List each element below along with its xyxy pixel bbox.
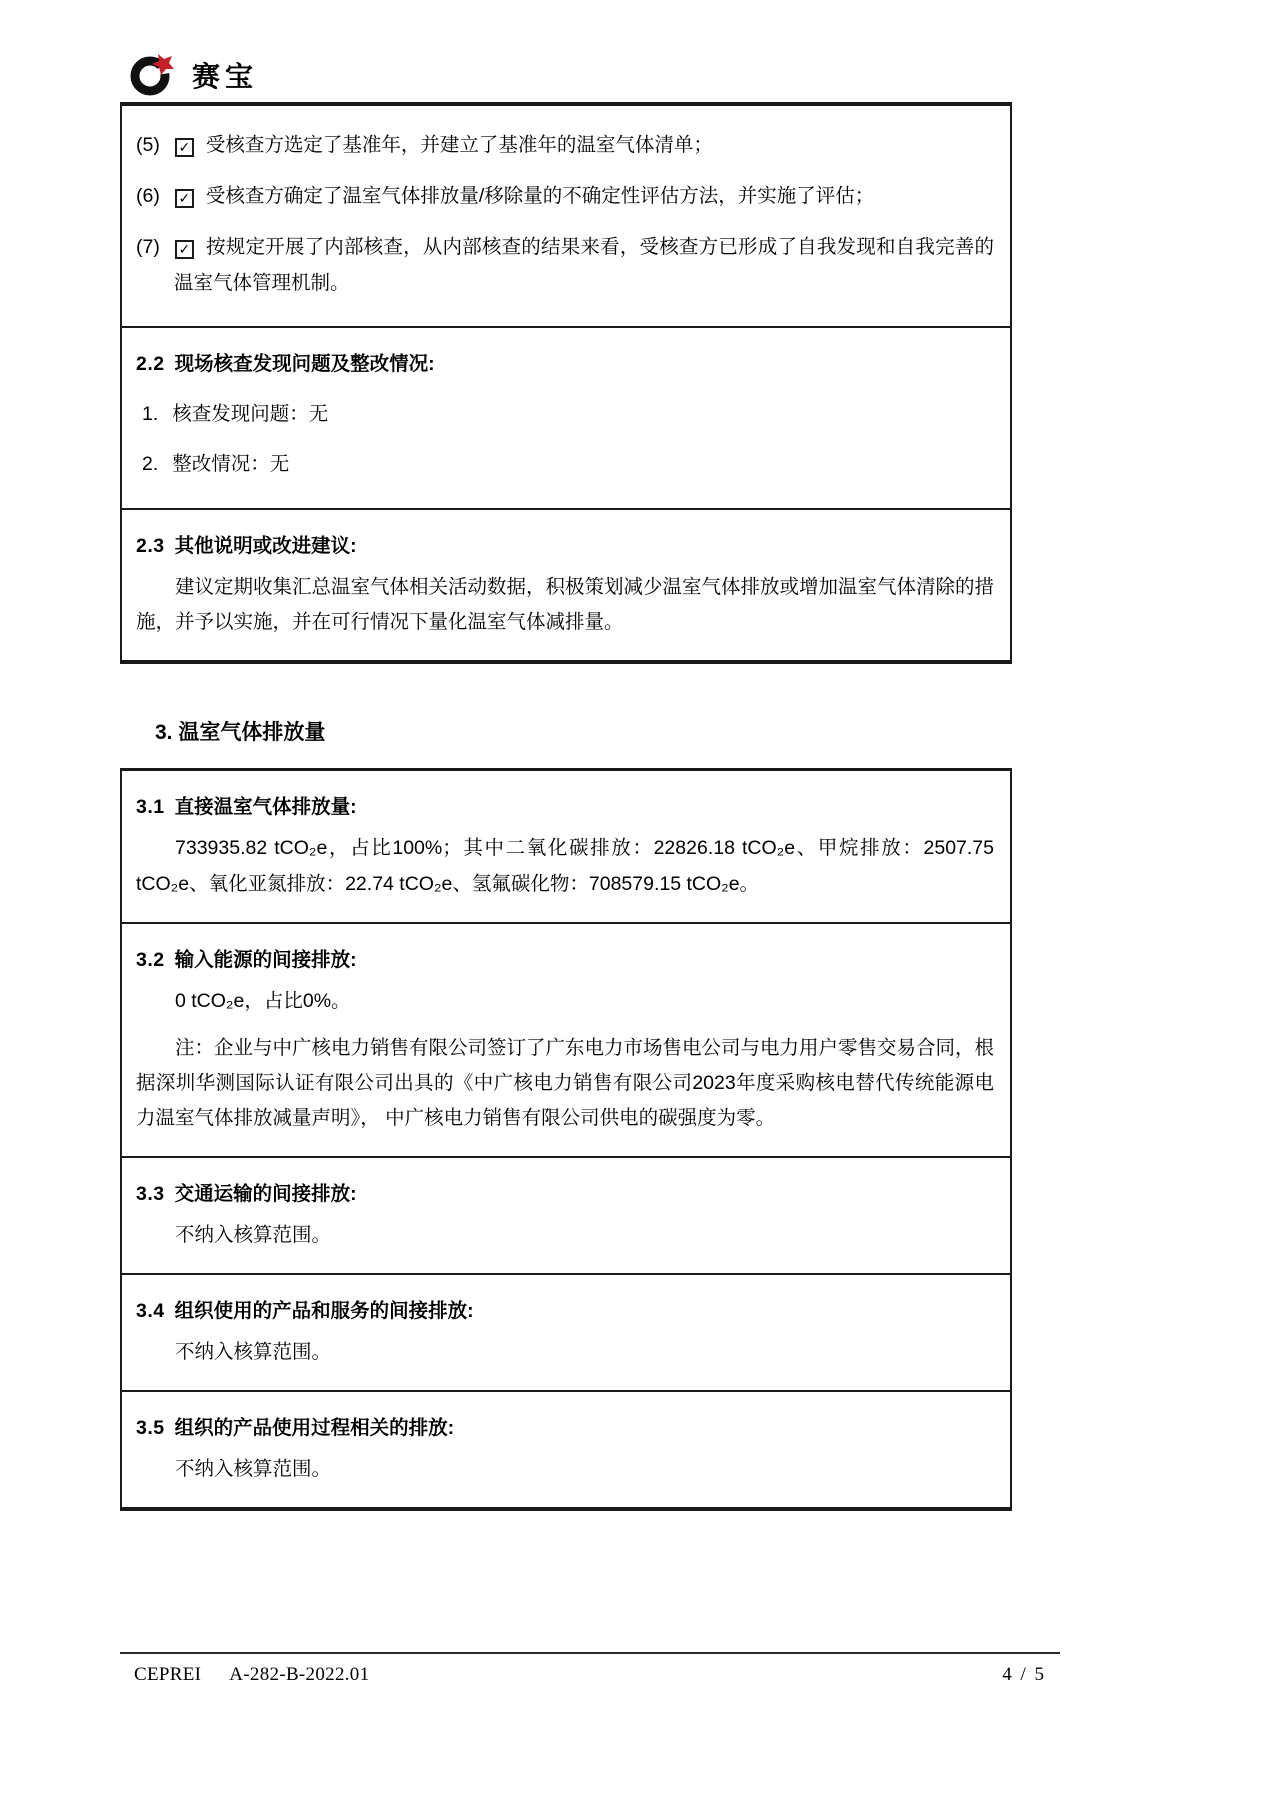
section-2-3 (122, 508, 1010, 660)
cep-logo-icon (128, 50, 176, 98)
item-number: (7) (136, 236, 160, 259)
checklist-item-7 (136, 229, 994, 301)
section-2-3-heading (136, 530, 994, 558)
section-3-3-heading (136, 1178, 994, 1206)
logo (128, 48, 1020, 100)
check-glyph: ✓ (178, 241, 191, 258)
checked-checkbox-icon (175, 138, 194, 157)
footer-doc-info (120, 1664, 369, 1686)
logo-text: 赛宝 (192, 61, 259, 92)
section-title: 组织的产品使用过程相关的排放: (174, 1417, 455, 1440)
footer-doc-code: A-282-B-2022.01 (229, 1664, 370, 1685)
item-number: (6) (136, 185, 160, 208)
checklist-item-5 (136, 127, 994, 163)
page-number: 4 / 5 (1002, 1664, 1046, 1685)
section-number: 3.3 (136, 1183, 165, 1205)
section-title: 现场核查发现问题及整改情况: (174, 353, 435, 376)
section-3-1-body: 733935.82 tCO₂e，占比100%；其中二氧化碳排放：22826.18 tCO₂e、甲烷排放：2507.75 tCO₂e、氧化亚氮排放：22.74 tCO₂e、氢氟碳化物：708579.15 tCO₂e。 (136, 837, 994, 895)
section-3-4-body: 不纳入核算范围。 (175, 1341, 332, 1364)
checklist-section (122, 106, 1010, 326)
verification-summary-table (120, 104, 1012, 664)
finding-item-1 (142, 398, 994, 426)
section-3-2-heading (136, 944, 994, 972)
section-3-5-heading (136, 1412, 994, 1440)
checklist-item-6 (136, 178, 994, 214)
page-header (128, 0, 1020, 100)
checked-checkbox-icon (175, 240, 194, 259)
check-glyph: ✓ (178, 139, 191, 155)
item-number: 2. (142, 453, 159, 476)
section-3-5-body: 不纳入核算范围。 (175, 1458, 332, 1481)
section-title: 直接温室气体排放量: (174, 796, 357, 819)
section-3-1-heading (136, 791, 994, 819)
section-number: 3.2 (136, 948, 165, 971)
section-number: 3.1 (136, 796, 165, 819)
item-text: 按规定开展了内部核查，从内部核查的结果来看，受核查方已形成了自我发现和自我完善的温室气体管理机制。 (174, 236, 994, 295)
item-number: (5) (136, 134, 160, 156)
section-3-5 (122, 1390, 1010, 1507)
section-number: 3.4 (136, 1300, 165, 1323)
section-3-3-body: 不纳入核算范围。 (175, 1224, 332, 1246)
section-title: 交通运输的间接排放: (174, 1183, 357, 1205)
section-title: 组织使用的产品和服务的间接排放: (174, 1300, 474, 1323)
section-2-3-body: 建议定期收集汇总温室气体相关活动数据，积极策划减少温室气体排放或增加温室气体清除的措施，并予以实施，并在可行情况下量化温室气体减排量。 (136, 576, 995, 634)
section-3-2-note: 注：企业与中广核电力销售有限公司签订了广东电力市场售电公司与电力用户零售交易合同，根据深圳华测国际认证有限公司出具的《中广核电力销售有限公司2023年度采购核电替代传统能源电力温室气体排放减量声明》， 中广核电力销售有限公司供电的碳强度为零。 (136, 1036, 995, 1129)
section-number: 3.5 (136, 1417, 165, 1440)
section-number: 2.3 (136, 535, 165, 558)
section-title: 输入能源的间接排放: (174, 948, 357, 971)
section-number: 2.2 (136, 353, 165, 376)
page-footer (120, 1652, 1060, 1686)
section-title: 其他说明或改进建议: (174, 535, 357, 558)
emissions-table (120, 768, 1012, 1511)
section-3-4-heading (136, 1295, 994, 1323)
item-text: 受核查方确定了温室气体排放量/移除量的不确定性评估方法，并实施了评估； (205, 185, 875, 208)
section-2-2 (122, 326, 1010, 508)
checked-checkbox-icon (175, 189, 194, 208)
section-2-2-heading (136, 348, 994, 376)
item-text: 整改情况：无 (172, 453, 290, 476)
check-glyph: ✓ (178, 190, 191, 207)
section-3-2 (122, 922, 1010, 1156)
item-text: 核查发现问题：无 (172, 403, 329, 426)
section-3-3 (122, 1156, 1010, 1273)
section-3-4 (122, 1273, 1010, 1390)
finding-item-2 (142, 448, 994, 476)
section-3-title: 3. 温室气体排放量 (155, 721, 326, 745)
item-number: 1. (142, 403, 159, 426)
section-3-2-body: 0 tCO₂e，占比0%。 (175, 989, 351, 1012)
section-3-1 (122, 771, 1010, 921)
item-text: 受核查方选定了基准年，并建立了基准年的温室气体清单； (205, 134, 713, 156)
footer-org: CEPREI (134, 1664, 202, 1685)
